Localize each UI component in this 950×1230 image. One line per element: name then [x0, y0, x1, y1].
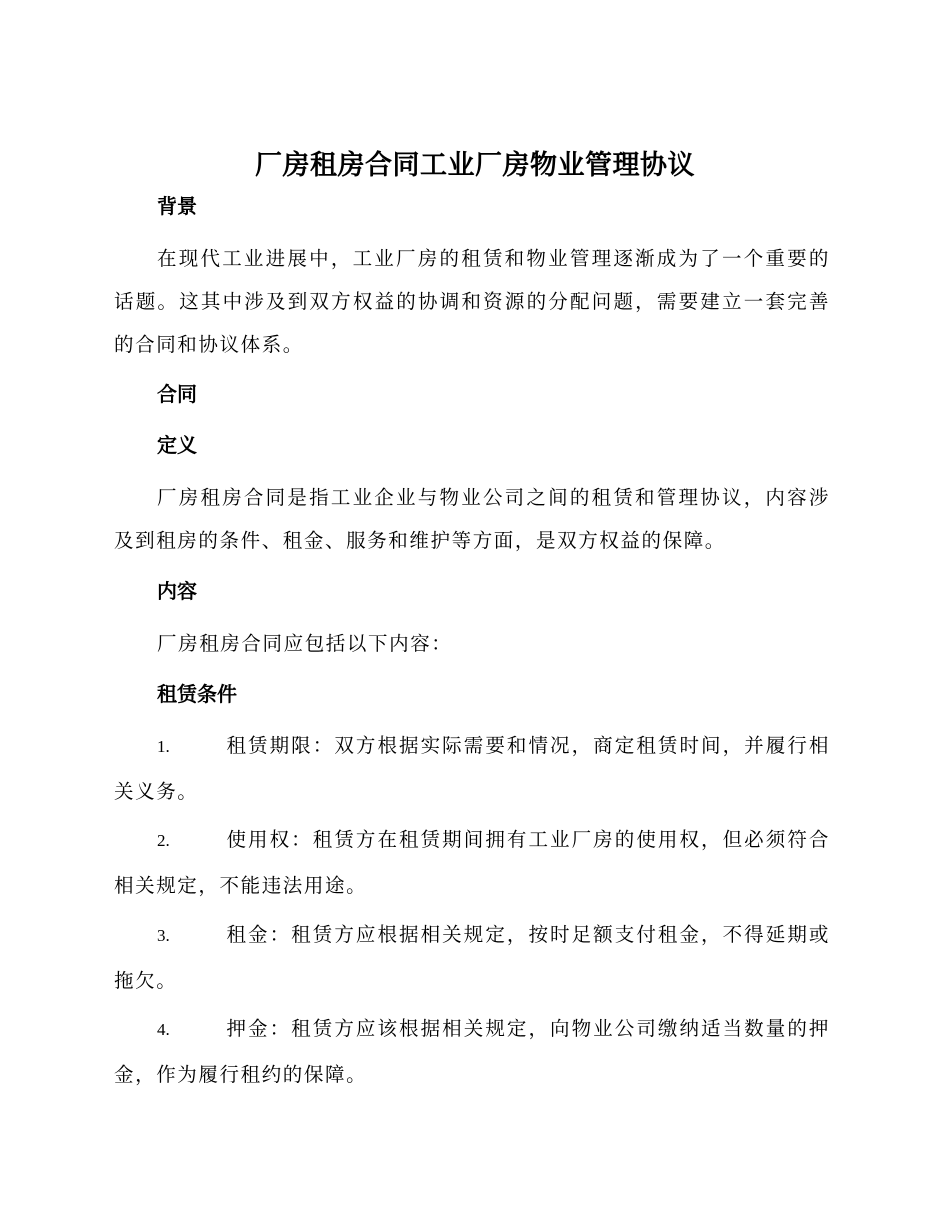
section-heading-content: 内容 — [157, 579, 197, 603]
list-item-text: 租金：租赁方应根据相关规定，按时足额支付租金，不得延期或拖欠。 — [114, 923, 830, 992]
document-title: 厂房租房合同工业厂房物业管理协议 — [255, 150, 695, 181]
content-intro-paragraph: 厂房租房合同应包括以下内容： — [157, 632, 453, 655]
list-item — [114, 817, 830, 908]
section-heading-contract: 合同 — [157, 382, 197, 406]
section-heading-lease-terms: 租赁条件 — [157, 682, 237, 706]
list-item-number: 3. — [157, 926, 170, 945]
list-item-text: 租赁期限：双方根据实际需要和情况，商定租赁时间，并履行相关义务。 — [114, 734, 830, 803]
list-item-number: 4. — [157, 1020, 170, 1039]
list-item — [114, 1006, 830, 1097]
background-paragraph: 在现代工业进展中，工业厂房的租赁和物业管理逐渐成为了一个重要的话题。这其中涉及到双方权益的协调和资源的分配问题，需要建立一套完善的合同和协议体系。 — [114, 247, 830, 356]
list-item — [114, 912, 830, 1003]
section-heading-background: 背景 — [157, 194, 197, 218]
list-item — [114, 723, 830, 814]
list-item-text: 押金：租赁方应该根据相关规定，向物业公司缴纳适当数量的押金，作为履行租约的保障。 — [114, 1017, 830, 1086]
list-item-text: 使用权：租赁方在租赁期间拥有工业厂房的使用权，但必须符合相关规定，不能违法用途。 — [114, 828, 830, 897]
definition-paragraph: 厂房租房合同是指工业企业与物业公司之间的租赁和管理协议，内容涉及到租房的条件、租金、服务和维护等方面，是双方权益的保障。 — [114, 486, 830, 552]
section-heading-definition: 定义 — [157, 433, 197, 457]
list-item-number: 2. — [157, 831, 170, 850]
list-item-number: 1. — [157, 737, 170, 756]
